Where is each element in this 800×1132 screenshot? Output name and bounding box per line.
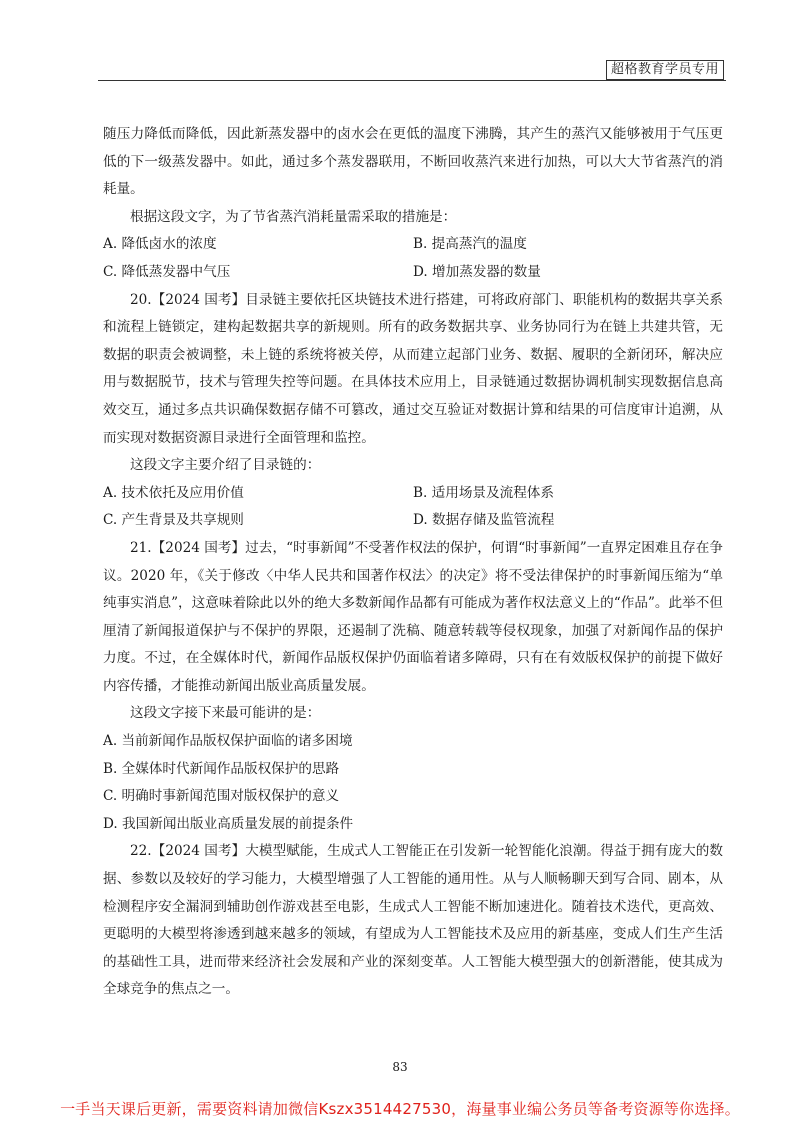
- header-label: 超格教育学员专用: [606, 60, 724, 80]
- header-rule: [98, 80, 726, 81]
- option-a: A. 当前新闻作品版权保护面临的诸多困境: [103, 733, 353, 750]
- question-number: 21.: [130, 539, 152, 556]
- option-d: D. 增加蒸发器的数量: [413, 263, 541, 280]
- option-c: C. 降低蒸发器中气压: [103, 263, 231, 280]
- page-number: 83: [392, 1060, 408, 1074]
- option-c: C. 明确时事新闻范围对版权保护的意义: [103, 788, 340, 805]
- continuation-question: 根据这段文字，为了节省蒸汽消耗量需采取的措施是：: [130, 208, 457, 225]
- question-22: [103, 838, 723, 1004]
- question-text: 大模型赋能，生成式人工智能正在引发新一轮智能化浪潮。得益于拥有庞大的数据、参数以及较好的学习能力，大模型增强了人工智能的通用性。从与人顺畅聊天到写合同、剧本，从检测程序安全漏洞到辅助创作游戏甚至电影，生成式人工智能不断加速进化。随着技术迭代，更高效、更聪明的大模型将渗透到越来越多的领域，有望成为人工智能技术及应用的新基座，变成人们生产生活的基础性工具，进而带来经济社会发展和产业的深刻变革。人工智能大模型强大的创新潜能，使其成为全球竞争的焦点之一。: [103, 843, 723, 998]
- question-21-prompt: 这段文字接下来最可能讲的是：: [130, 705, 321, 722]
- option-d: D. 数据存储及监管流程: [413, 512, 555, 529]
- option-b: B. 适用场景及流程体系: [413, 484, 554, 501]
- question-20: [103, 287, 723, 453]
- question-number: 20.: [130, 291, 152, 308]
- footer-note: 一手当天课后更新，需要资料请加微信Kszx3514427530，海量事业编公务员等备考资源等你选择。: [60, 1100, 740, 1118]
- question-21: [103, 535, 723, 701]
- option-b: B. 全媒体时代新闻作品版权保护的思路: [103, 760, 340, 777]
- option-a: A. 降低卤水的浓度: [103, 236, 217, 253]
- question-tag: 【2024 国考】: [151, 291, 246, 308]
- question-tag: 【2024 国考】: [151, 539, 246, 556]
- question-tag: 【2024 国考】: [151, 843, 246, 860]
- option-c: C. 产生背景及共享规则: [103, 512, 244, 529]
- option-b: B. 提高蒸汽的温度: [413, 236, 527, 253]
- continuation-paragraph: 随压力降低而降低，因此新蒸发器中的卤水会在更低的温度下沸腾，其产生的蒸汽又能够被用于气压更低的下一级蒸发器中。如此，通过多个蒸发器联用，不断回收蒸汽来进行加热，可以大大节省蒸汽的消耗量。: [103, 126, 723, 198]
- question-text: 过去，“时事新闻”不受著作权法的保护，何谓“时事新闻”一直界定困难且存在争议。2020 年，《关于修改〈中华人民共和国著作权法〉的决定》将不受法律保护的时事新闻压缩为“单纯事实消息”，这意味着除此以外的绝大多数新闻作品都有可能成为著作权法意义上的“作品”。此举不但厘清了新闻报道保护与不保护的界限，还遏制了洗稿、随意转载等侵权现象，加强了对新闻作品的保护力度。不过，在全媒体时代，新闻作品版权保护仍面临着诸多障碍，只有在有效版权保护的前提下做好内容传播，才能推动新闻出版业高质量发展。: [103, 539, 724, 694]
- question-text: 目录链主要依托区块链技术进行搭建，可将政府部门、职能机构的数据共享关系和流程上链锁定，建构起数据共享的新规则。所有的政务数据共享、业务协同行为在链上共建共管，无数据的职责会被调整，未上链的系统将被关停，从而建立起部门业务、数据、履职的全新闭环，解决应用与数据脱节，技术与管理失控等问题。在具体技术应用上，目录链通过数据协调机制实现数据信息高效交互，通过多点共识确保数据存储不可篡改，通过交互验证对数据计算和结果的可信度审计追溯，从而实现对数据资源目录进行全面管理和监控。: [103, 291, 723, 446]
- option-a: A. 技术依托及应用价值: [103, 484, 244, 501]
- option-d: D. 我国新闻出版业高质量发展的前提条件: [103, 815, 354, 832]
- question-21-options: [103, 728, 723, 838]
- page-content: [103, 121, 723, 1004]
- question-20-prompt: 这段文字主要介绍了目录链的：: [130, 457, 321, 474]
- question-20-options: [103, 480, 723, 535]
- continuation-options: [103, 231, 723, 286]
- question-number: 22.: [130, 843, 152, 860]
